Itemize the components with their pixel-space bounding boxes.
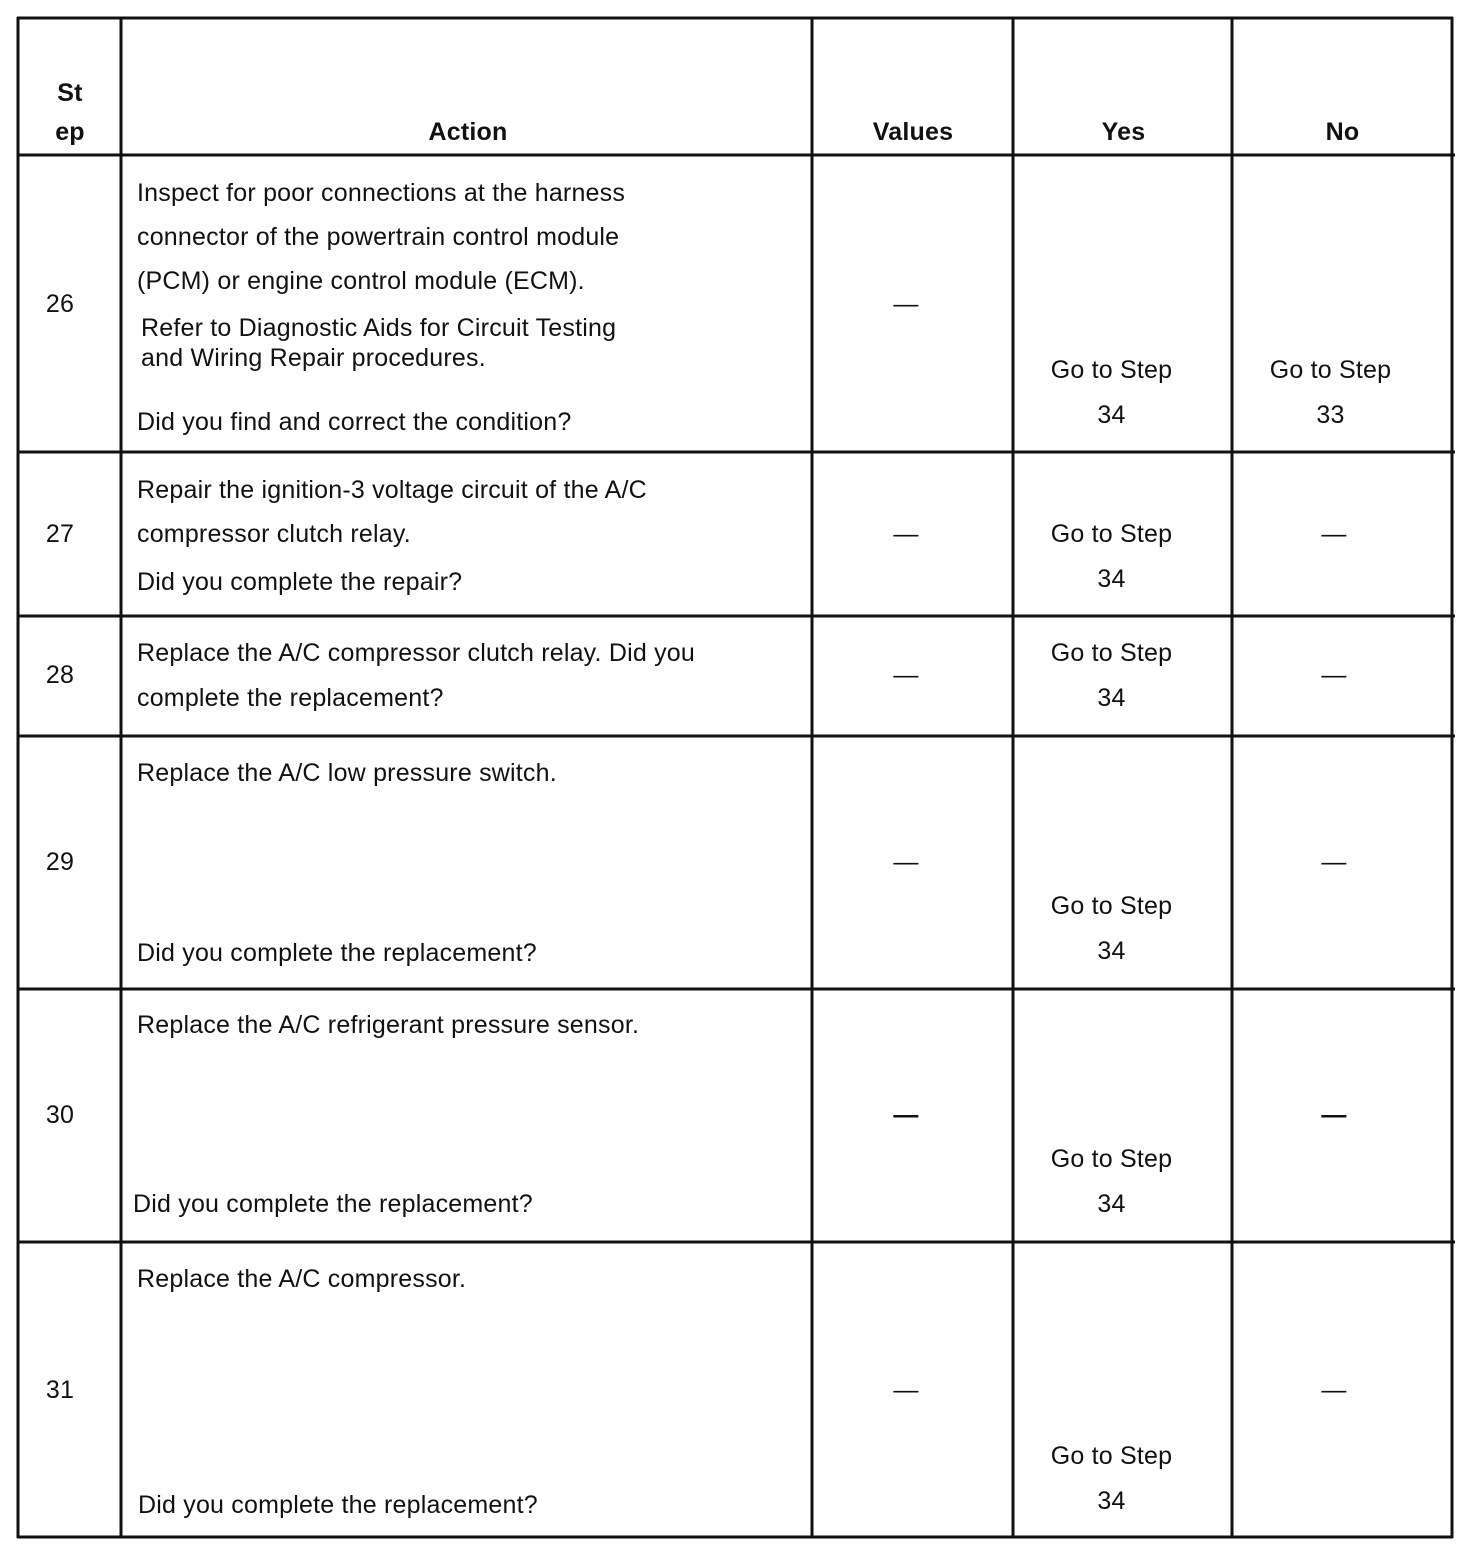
action-question: complete the replacement? [137,684,444,712]
yes-go-to-step: Go to Step [1050,639,1173,667]
yes-step-number: 34 [1097,401,1126,429]
no-cell: — [1321,848,1347,876]
yes-step-number: 34 [1097,1487,1126,1515]
action-text: Refer to Diagnostic Aids for Circuit Testing [141,314,617,342]
yes-go-to-step: Go to Step [1050,520,1173,548]
action-question: Did you complete the replacement? [133,1190,533,1218]
action-text: Repair the ignition-3 voltage circuit of the A/C [137,476,647,504]
action-text: (PCM) or engine control module (ECM). [137,267,585,295]
values-cell: — [893,848,919,876]
header-values: Values [872,118,954,146]
action-question: Did you complete the replacement? [138,1491,538,1519]
no-cell: — [1321,661,1347,689]
yes-go-to-step: Go to Step [1050,1442,1173,1470]
yes-step-number: 34 [1097,1190,1126,1218]
step-number: 29 [45,848,75,876]
action-text: Replace the A/C compressor clutch relay. Did you [137,639,695,667]
header-yes: Yes [1101,118,1146,146]
action-question: Did you find and correct the condition? [137,408,572,436]
no-cell: — [1321,1101,1347,1129]
action-text: Replace the A/C compressor. [137,1265,467,1293]
values-cell: — [893,661,919,689]
action-question: Did you complete the replacement? [137,939,537,967]
action-text: compressor clutch relay. [137,520,411,548]
header-step-line2: ep [55,118,85,146]
no-cell: — [1321,1376,1347,1404]
no-go-to-step: Go to Step [1269,356,1392,384]
step-number: 31 [45,1376,75,1404]
action-text: connector of the powertrain control module [137,223,620,251]
yes-go-to-step: Go to Step [1050,356,1173,384]
step-number: 26 [45,290,75,318]
values-cell: — [893,290,919,318]
yes-step-number: 34 [1097,565,1126,593]
header-action: Action [428,118,508,146]
action-text: Inspect for poor connections at the harness [137,179,626,207]
action-text: Replace the A/C low pressure switch. [137,759,557,787]
action-question: Did you complete the repair? [137,568,463,596]
yes-step-number: 34 [1097,937,1126,965]
header-no: No [1325,118,1360,146]
values-cell: — [893,1101,919,1129]
step-number: 27 [45,520,75,548]
action-text: Replace the A/C refrigerant pressure sensor. [137,1011,640,1039]
no-cell: — [1321,520,1347,548]
values-cell: — [893,520,919,548]
step-number: 28 [45,661,75,689]
step-number: 30 [45,1101,75,1129]
no-step-number: 33 [1316,401,1345,429]
header-step-line1: St [57,79,83,107]
action-text: and Wiring Repair procedures. [141,344,486,372]
values-cell: — [893,1376,919,1404]
yes-step-number: 34 [1097,684,1126,712]
yes-go-to-step: Go to Step [1050,1145,1173,1173]
yes-go-to-step: Go to Step [1050,892,1173,920]
